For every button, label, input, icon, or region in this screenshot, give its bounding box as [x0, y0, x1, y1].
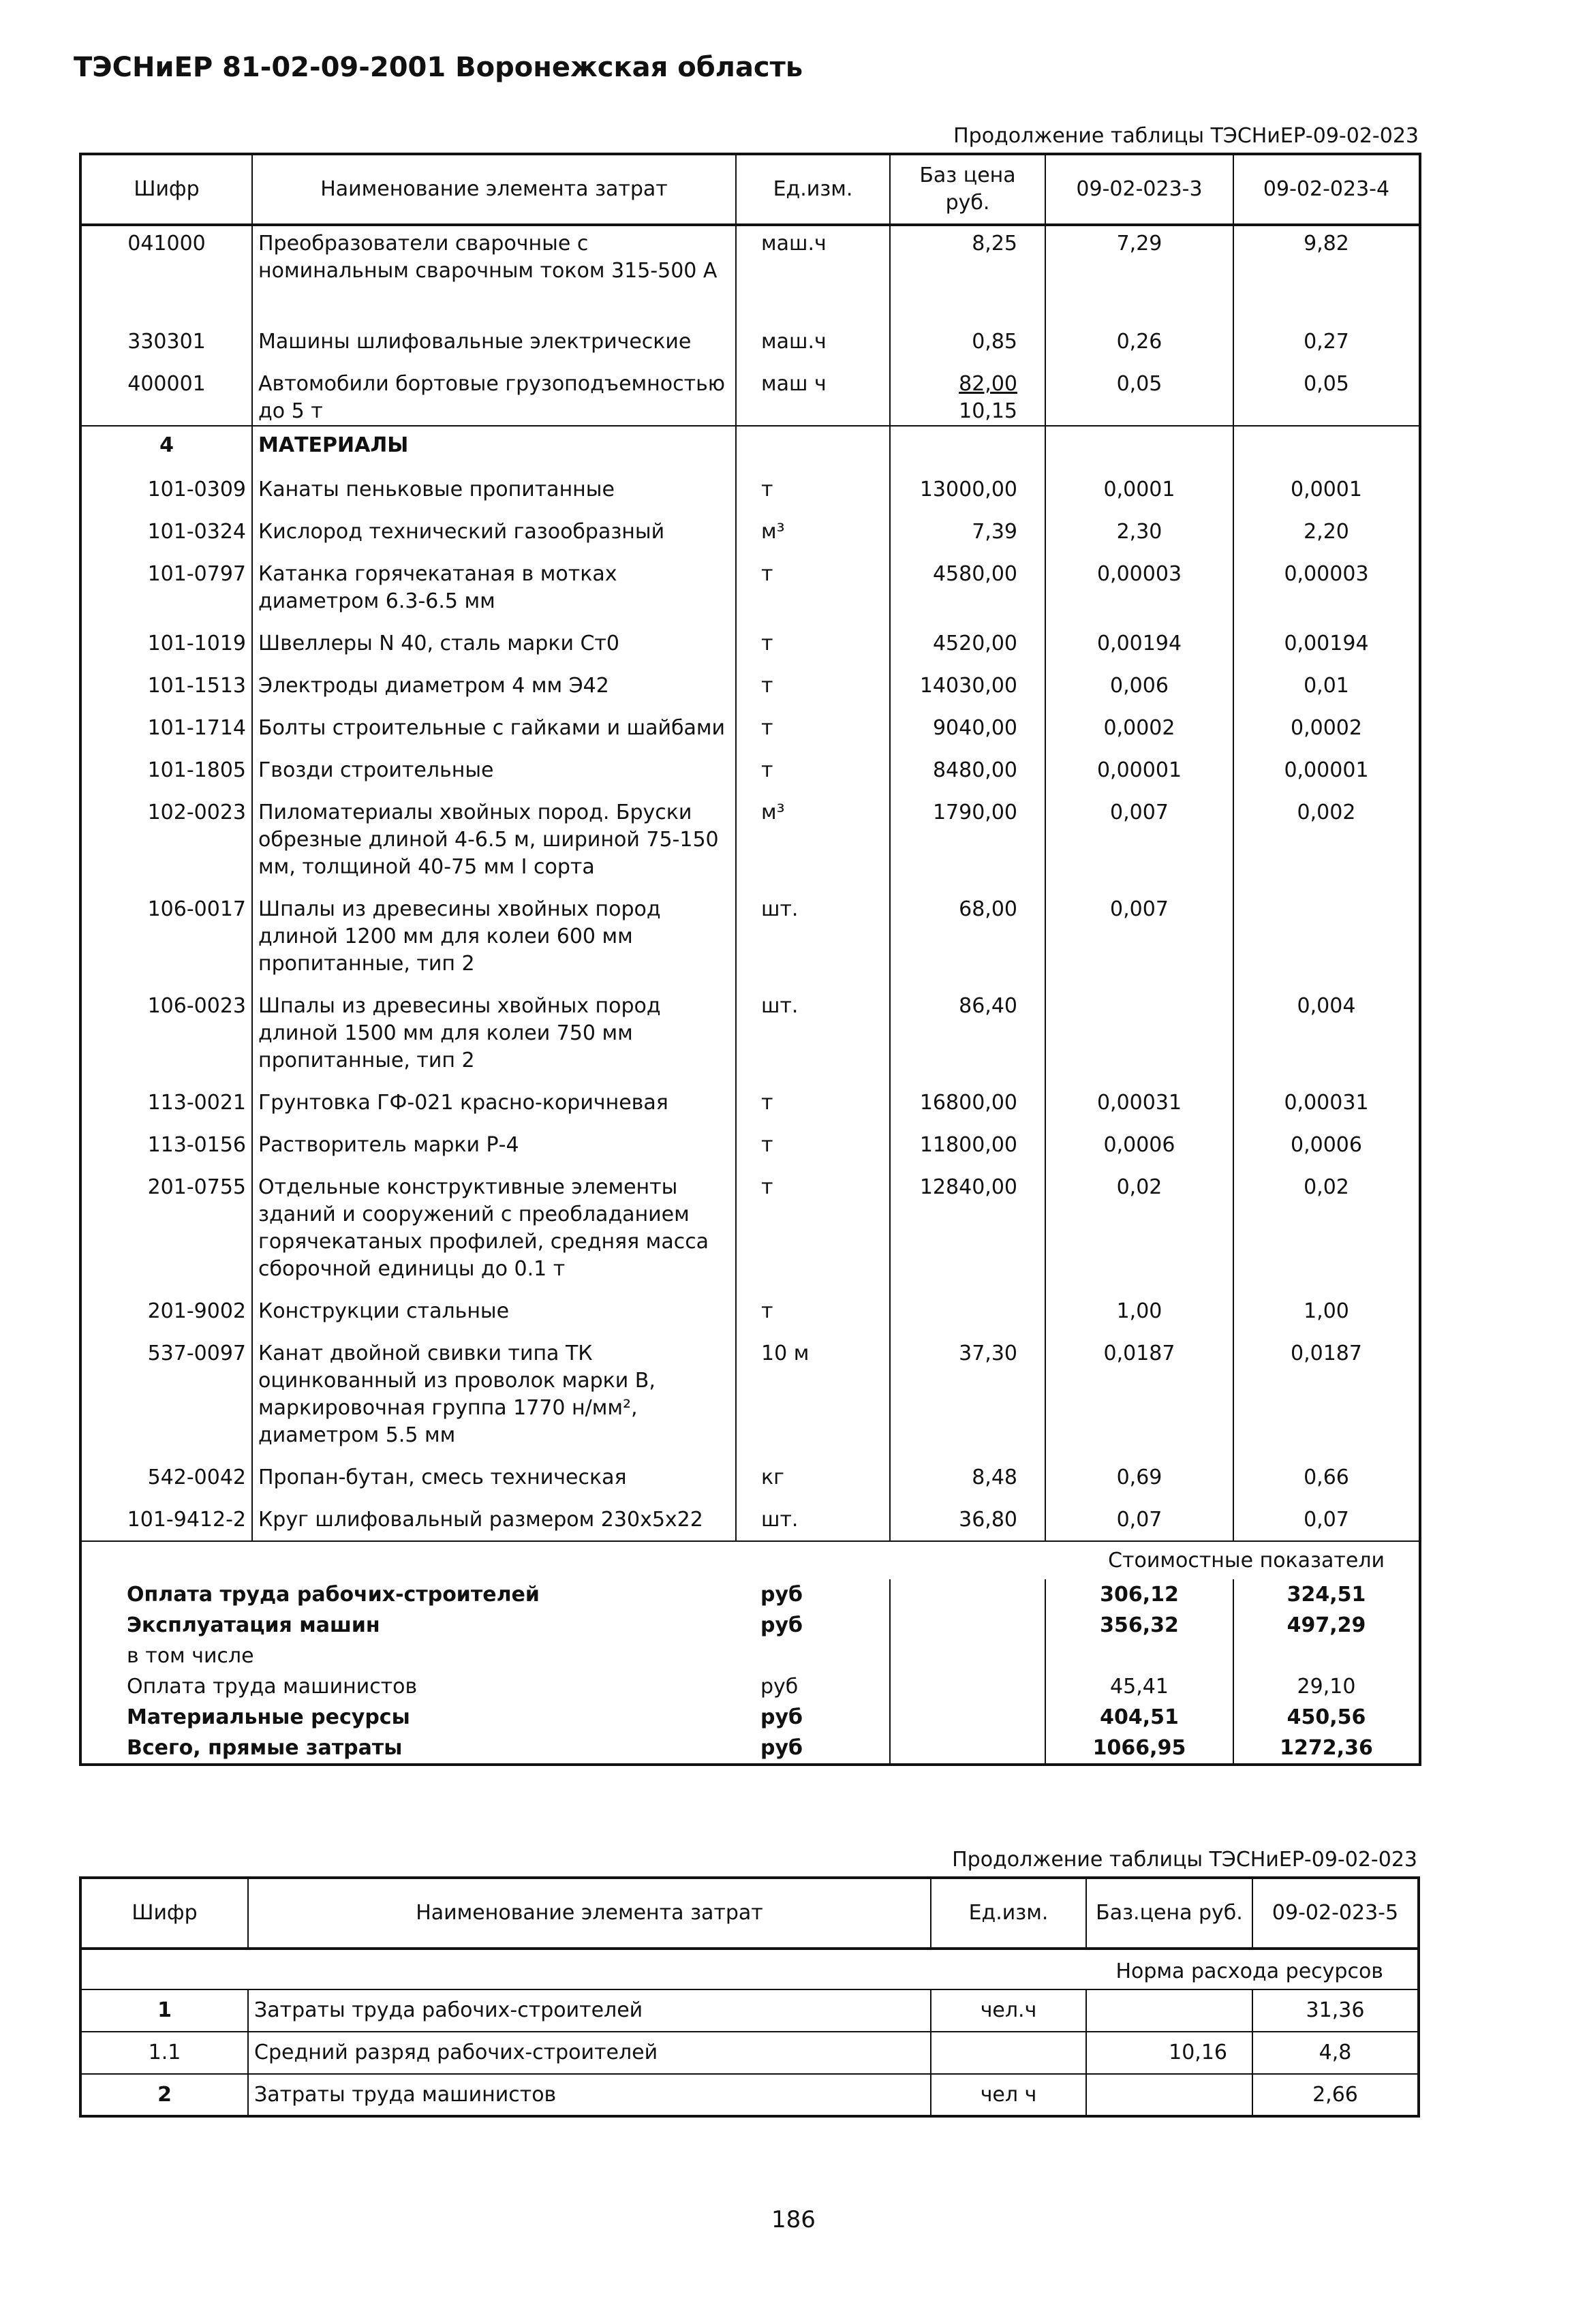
cell-value-4: 0,07 — [1233, 1498, 1420, 1541]
cell-value-5: 31,36 — [1252, 1989, 1419, 2032]
cell-value-4: 0,05 — [1233, 367, 1420, 426]
cell-value-3: 0,0001 — [1045, 468, 1233, 510]
col2-header-unit: Ед.изм. — [931, 1878, 1086, 1949]
price-value-secondary: 10,15 — [959, 399, 1017, 423]
cell-name: Пиломатериалы хвойных пород. Бруски обрезные длиной 4-6.5 м, шириной 75-150 мм, толщиной 40-75 мм I сорта — [252, 791, 736, 888]
cell-name: Гвозди строительные — [252, 749, 736, 791]
cell-value-3: 0,05 — [1045, 367, 1233, 426]
col-header-name: Наименование элемента затрат — [252, 154, 736, 225]
cell-value-5: 4,8 — [1252, 2032, 1419, 2074]
cell-code: 101-1805 — [147, 758, 246, 782]
cell-value-4: 9,82 — [1233, 225, 1420, 324]
col-header-price: Баз цена руб. — [890, 154, 1045, 225]
cell-value-3: 0,006 — [1045, 664, 1233, 707]
col-header-code: Шифр — [80, 154, 252, 225]
col2-header-code: Шифр — [80, 1878, 248, 1949]
table-row — [80, 1290, 1420, 1332]
cell-unit: шт. — [736, 985, 890, 1081]
cell-unit: т — [736, 664, 890, 707]
cell-value-3: 0,00031 — [1045, 1081, 1233, 1124]
cost-name: Материальные ресурсы — [127, 1705, 410, 1729]
cell-value-3: 1,00 — [1045, 1290, 1233, 1332]
cost-value-4: 497,29 — [1233, 1610, 1420, 1641]
resource-table-1 — [79, 153, 1421, 1766]
cost-row — [80, 1641, 1420, 1671]
cell-price: 12840,00 — [890, 1166, 1045, 1290]
cell-price: 16800,00 — [890, 1081, 1045, 1124]
table-row — [80, 553, 1420, 622]
cell-code: 537-0097 — [147, 1342, 246, 1365]
cell-code: 106-0017 — [147, 897, 246, 921]
cost-unit: руб — [760, 1705, 803, 1729]
cell-value-4: 0,27 — [1233, 324, 1420, 367]
cost-spacer — [890, 1671, 1045, 1702]
cell-value-3: 0,0187 — [1045, 1332, 1233, 1456]
cell-unit: т — [736, 1124, 890, 1166]
cell-code: 106-0023 — [147, 994, 246, 1018]
table-row — [80, 888, 1420, 985]
col-header-unit: Ед.изм. — [736, 154, 890, 225]
cell-name: Автомобили бортовые грузоподъемностью до 5 т — [252, 367, 736, 426]
cost-title: Стоимостные показатели — [80, 1541, 1420, 1579]
cell-unit — [931, 2032, 1086, 2074]
cell-unit: кг — [736, 1456, 890, 1498]
cell-value-4: 0,002 — [1233, 791, 1420, 888]
cell-price: 13000,00 — [890, 468, 1045, 510]
col2-header-09-02-023-5: 09-02-023-5 — [1252, 1878, 1419, 1949]
cost-spacer — [890, 1641, 1045, 1671]
cell-value-3: 0,02 — [1045, 1166, 1233, 1290]
cell-unit: чел ч — [931, 2074, 1086, 2116]
cost-name: в том числе — [127, 1644, 254, 1668]
cell-name: Растворитель марки Р-4 — [252, 1124, 736, 1166]
cell-value-3: 0,07 — [1045, 1498, 1233, 1541]
cost-unit: руб — [760, 1675, 799, 1699]
cell-value-3: 0,00194 — [1045, 622, 1233, 664]
cell-unit: т — [736, 749, 890, 791]
cell-price — [1086, 2074, 1252, 2116]
cell-name: Швеллеры N 40, сталь марки Ст0 — [252, 622, 736, 664]
cell-name: Затраты труда машинистов — [248, 2074, 931, 2116]
cell-value-4: 0,01 — [1233, 664, 1420, 707]
cell-name: Канаты пеньковые пропитанные — [252, 468, 736, 510]
cell-name: Электроды диаметром 4 мм Э42 — [252, 664, 736, 707]
cell-price: 8,48 — [890, 1456, 1045, 1498]
table-row — [80, 664, 1420, 707]
cell-value-3: 0,0006 — [1045, 1124, 1233, 1166]
cost-unit — [736, 1641, 890, 1671]
cell-value-5: 2,66 — [1252, 2074, 1419, 2116]
cell-value-3: 2,30 — [1045, 510, 1233, 553]
cost-value-3 — [1045, 1641, 1233, 1671]
cost-spacer — [890, 1610, 1045, 1641]
cell-name: Катанка горячекатаная в мотках диаметром 6.3-6.5 мм — [252, 553, 736, 622]
cell-code: 101-0324 — [147, 520, 246, 544]
table-row — [80, 791, 1420, 888]
cell-value-4: 2,20 — [1233, 510, 1420, 553]
table1-caption: Продолжение таблицы ТЭСНиЕР-09-02-023 — [953, 124, 1419, 148]
cell-unit: т — [736, 1166, 890, 1290]
cell-price: 8,25 — [890, 225, 1045, 324]
cell-name: Круг шлифовальный размером 230х5х22 — [252, 1498, 736, 1541]
cell-code: 400001 — [127, 372, 206, 396]
cell-price: 86,40 — [890, 985, 1045, 1081]
table-row — [80, 1989, 1419, 2032]
cell-value-3: 0,007 — [1045, 791, 1233, 888]
cell-name: Конструкции стальные — [252, 1290, 736, 1332]
cell-unit: маш.ч — [736, 324, 890, 367]
col2-header-price: Баз.цена руб. — [1086, 1878, 1252, 1949]
cell-value-3: 0,007 — [1045, 888, 1233, 985]
table2-caption: Продолжение таблицы ТЭСНиЕР-09-02-023 — [952, 1848, 1417, 1872]
cell-price — [1086, 1989, 1252, 2032]
cell-unit: м³ — [736, 510, 890, 553]
cell-name: Болты строительные с гайками и шайбами — [252, 707, 736, 749]
cell-code: 2 — [80, 2074, 248, 2116]
section-number: 4 — [80, 426, 252, 468]
cell-value-4: 0,0001 — [1233, 468, 1420, 510]
cost-value-4: 1272,36 — [1233, 1733, 1420, 1765]
cell-name: Кислород технический газообразный — [252, 510, 736, 553]
cost-name: Эксплуатация машин — [127, 1613, 380, 1637]
price-value: 82,00 — [959, 372, 1017, 396]
cell-price: 36,80 — [890, 1498, 1045, 1541]
table-row — [80, 367, 1420, 426]
cell-unit: маш ч — [736, 367, 890, 426]
cell-value-3: 0,26 — [1045, 324, 1233, 367]
cell-code: 330301 — [127, 330, 206, 354]
page-number: 186 — [771, 2206, 816, 2233]
cell-value-3 — [1045, 985, 1233, 1081]
cell-code: 101-0309 — [147, 478, 246, 501]
cell-price: 4580,00 — [890, 553, 1045, 622]
cell-price: 1790,00 — [890, 791, 1045, 888]
cell-price: 10,16 — [1086, 2032, 1252, 2074]
cell-code: 101-9412-2 — [127, 1508, 246, 1532]
cell-value-3: 7,29 — [1045, 225, 1233, 324]
cell-unit: т — [736, 468, 890, 510]
cell-unit: т — [736, 707, 890, 749]
cell-value-4: 1,00 — [1233, 1290, 1420, 1332]
norm-title: Норма расхода ресурсов — [80, 1949, 1419, 1989]
cell-value-3: 0,0002 — [1045, 707, 1233, 749]
cost-spacer — [890, 1579, 1045, 1610]
cell-name: Затраты труда рабочих-строителей — [248, 1989, 931, 2032]
cost-value-4 — [1233, 1641, 1420, 1671]
cost-value-3: 306,12 — [1045, 1579, 1233, 1610]
cell-code: 113-0021 — [147, 1091, 246, 1115]
cell-unit: шт. — [736, 1498, 890, 1541]
cost-row — [80, 1702, 1420, 1733]
table-row — [80, 468, 1420, 510]
cell-name: Пропан-бутан, смесь техническая — [252, 1456, 736, 1498]
cell-code: 1 — [80, 1989, 248, 2032]
col-header-09-02-023-4: 09-02-023-4 — [1233, 154, 1420, 225]
cost-value-3: 404,51 — [1045, 1702, 1233, 1733]
table-row — [80, 985, 1420, 1081]
cell-unit: шт. — [736, 888, 890, 985]
cell-code: 113-0156 — [147, 1133, 246, 1157]
cell-unit: чел.ч — [931, 1989, 1086, 2032]
cell-price: 14030,00 — [890, 664, 1045, 707]
col2-header-name: Наименование элемента затрат — [248, 1878, 931, 1949]
cost-value-4: 450,56 — [1233, 1702, 1420, 1733]
cell-name: Шпалы из древесины хвойных пород длиной 1200 мм для колеи 600 мм пропитанные, тип 2 — [252, 888, 736, 985]
cost-name: Всего, прямые затраты — [127, 1736, 403, 1760]
cell-unit: т — [736, 553, 890, 622]
cell-price: 7,39 — [890, 510, 1045, 553]
cell-value-4 — [1233, 888, 1420, 985]
cell-value-4: 0,00194 — [1233, 622, 1420, 664]
cell-code: 201-9002 — [147, 1299, 246, 1323]
cell-unit: 10 м — [736, 1332, 890, 1456]
cell-code: 101-1513 — [147, 674, 246, 698]
table-row — [80, 1166, 1420, 1290]
table-row — [80, 2032, 1419, 2074]
cost-value-3: 356,32 — [1045, 1610, 1233, 1641]
cost-value-3: 1066,95 — [1045, 1733, 1233, 1765]
cell-code: 101-0797 — [147, 562, 246, 586]
cell-value-4: 0,004 — [1233, 985, 1420, 1081]
table-row — [80, 1498, 1420, 1541]
cell-unit: т — [736, 1290, 890, 1332]
cell-value-4: 0,0187 — [1233, 1332, 1420, 1456]
cell-name: Шпалы из древесины хвойных пород длиной 1500 мм для колеи 750 мм пропитанные, тип 2 — [252, 985, 736, 1081]
cost-value-3: 45,41 — [1045, 1671, 1233, 1702]
cell-code: 041000 — [127, 232, 206, 255]
cost-name: Оплата труда машинистов — [127, 1675, 418, 1699]
cell-value-3: 0,00001 — [1045, 749, 1233, 791]
cost-spacer — [890, 1733, 1045, 1765]
cell-value-3: 0,00003 — [1045, 553, 1233, 622]
table-row — [80, 324, 1420, 367]
table-row — [80, 1081, 1420, 1124]
col-header-09-02-023-3: 09-02-023-3 — [1045, 154, 1233, 225]
cell-code: 542-0042 — [147, 1466, 246, 1489]
cell-code: 101-1714 — [147, 716, 246, 740]
resource-table-2 — [79, 1876, 1420, 2118]
table-row — [80, 749, 1420, 791]
cost-unit: руб — [760, 1613, 803, 1637]
cost-row — [80, 1733, 1420, 1765]
cell-value-4: 0,00003 — [1233, 553, 1420, 622]
cell-unit: т — [736, 1081, 890, 1124]
cost-row — [80, 1671, 1420, 1702]
table-row — [80, 622, 1420, 664]
table-row — [80, 2074, 1419, 2116]
cell-unit: маш.ч — [736, 225, 890, 324]
cost-name: Оплата труда рабочих-строителей — [127, 1583, 540, 1607]
cell-price — [890, 367, 1045, 426]
cell-price: 0,85 — [890, 324, 1045, 367]
cost-value-4: 324,51 — [1233, 1579, 1420, 1610]
cell-value-4: 0,02 — [1233, 1166, 1420, 1290]
cell-value-4: 0,0002 — [1233, 707, 1420, 749]
cell-value-4: 0,00001 — [1233, 749, 1420, 791]
cost-spacer — [890, 1702, 1045, 1733]
cell-name: Отдельные конструктивные элементы зданий и сооружений с преобладанием горячекатаных профилей, средняя масса сборочной единицы до 0.1 т — [252, 1166, 736, 1290]
section-title: МАТЕРИАЛЫ — [252, 426, 736, 468]
cell-code: 201-0755 — [147, 1175, 246, 1199]
cost-unit: руб — [760, 1736, 803, 1760]
cost-value-4: 29,10 — [1233, 1671, 1420, 1702]
cost-row — [80, 1579, 1420, 1610]
table-row — [80, 1124, 1420, 1166]
cost-row — [80, 1610, 1420, 1641]
cell-value-3: 0,69 — [1045, 1456, 1233, 1498]
cell-value-4: 0,0006 — [1233, 1124, 1420, 1166]
cell-name: Канат двойной свивки типа ТК оцинкованный из проволок марки В, маркировочная группа 1770 н/мм², диаметром 5.5 мм — [252, 1332, 736, 1456]
cell-unit: т — [736, 622, 890, 664]
cell-price: 37,30 — [890, 1332, 1045, 1456]
cell-price: 4520,00 — [890, 622, 1045, 664]
table-row — [80, 1332, 1420, 1456]
cell-unit: м³ — [736, 791, 890, 888]
cell-value-4: 0,66 — [1233, 1456, 1420, 1498]
table-row — [80, 510, 1420, 553]
table-row — [80, 225, 1420, 324]
cell-price: 8480,00 — [890, 749, 1045, 791]
table-row — [80, 707, 1420, 749]
cell-value-4: 0,00031 — [1233, 1081, 1420, 1124]
document-title: ТЭСНиЕР 81-02-09-2001 Воронежская область — [74, 52, 803, 83]
cell-name: Средний разряд рабочих-строителей — [248, 2032, 931, 2074]
cell-price: 9040,00 — [890, 707, 1045, 749]
cell-code: 101-1019 — [147, 632, 246, 655]
cell-price: 11800,00 — [890, 1124, 1045, 1166]
table-row — [80, 1456, 1420, 1498]
cell-name: Машины шлифовальные электрические — [252, 324, 736, 367]
cell-name: Грунтовка ГФ-021 красно-коричневая — [252, 1081, 736, 1124]
cell-price: 68,00 — [890, 888, 1045, 985]
cell-code: 1.1 — [80, 2032, 248, 2074]
cell-price — [890, 1290, 1045, 1332]
cell-name: Преобразователи сварочные с номинальным сварочным током 315-500 А — [252, 225, 736, 324]
cell-code: 102-0023 — [147, 801, 246, 824]
cost-unit: руб — [760, 1583, 803, 1607]
